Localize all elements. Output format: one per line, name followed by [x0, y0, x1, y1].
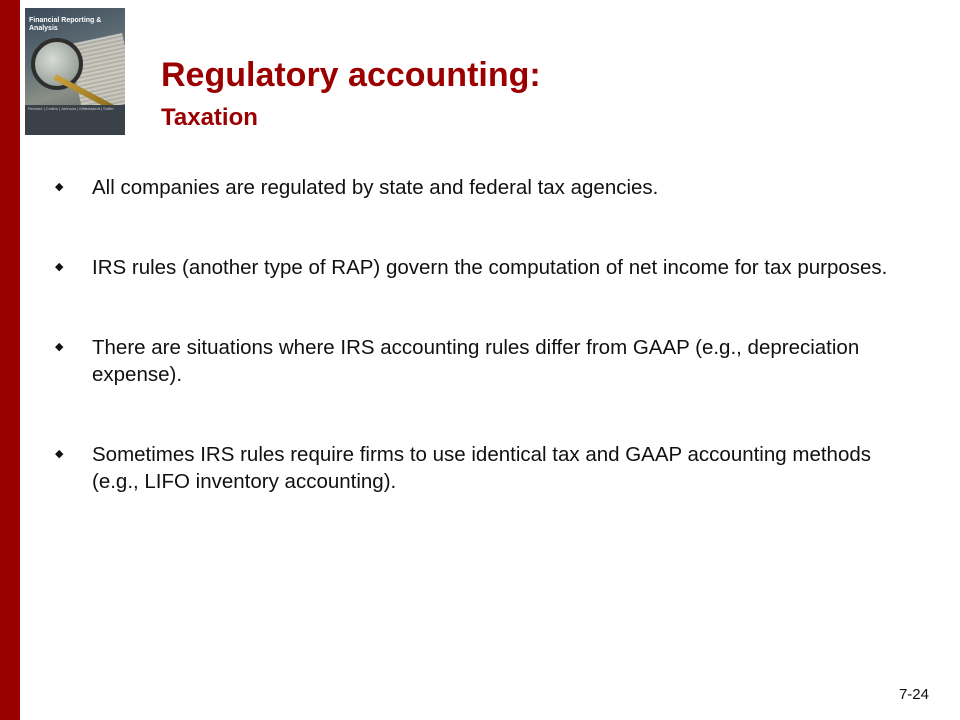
bullet-item — [55, 254, 895, 281]
bullet-text: IRS rules (another type of RAP) govern the computation of net income for tax purposes. — [92, 256, 888, 279]
diamond-bullet-icon: ◆ — [55, 181, 64, 193]
book-cover-image — [25, 8, 125, 135]
book-cover-title: Financial Reporting & Analysis — [29, 17, 102, 32]
bullet-item — [55, 174, 895, 201]
bullet-text: Sometimes IRS rules require firms to use identical tax and GAAP accounting methods (e.g., LIFO inventory accounting). — [92, 443, 871, 493]
magnifying-glass-icon — [31, 38, 83, 90]
slide-title: Regulatory accounting: — [161, 56, 541, 94]
book-cover-authors: Revsine | Collins | Johnson | Mittelstaedt | Soffer — [28, 106, 114, 111]
bullet-item — [55, 334, 895, 388]
diamond-bullet-icon: ◆ — [55, 341, 64, 353]
slide-subtitle: Taxation — [161, 104, 258, 131]
page-number: 7-24 — [898, 686, 929, 703]
left-accent-bar — [0, 0, 20, 720]
diamond-bullet-icon: ◆ — [55, 261, 64, 273]
bullet-item — [55, 441, 895, 495]
bullet-text: All companies are regulated by state and federal tax agencies. — [92, 176, 659, 199]
diamond-bullet-icon: ◆ — [55, 448, 64, 460]
bullet-text: There are situations where IRS accounting rules differ from GAAP (e.g., depreciation expense). — [92, 336, 860, 386]
bullet-list — [55, 174, 895, 548]
